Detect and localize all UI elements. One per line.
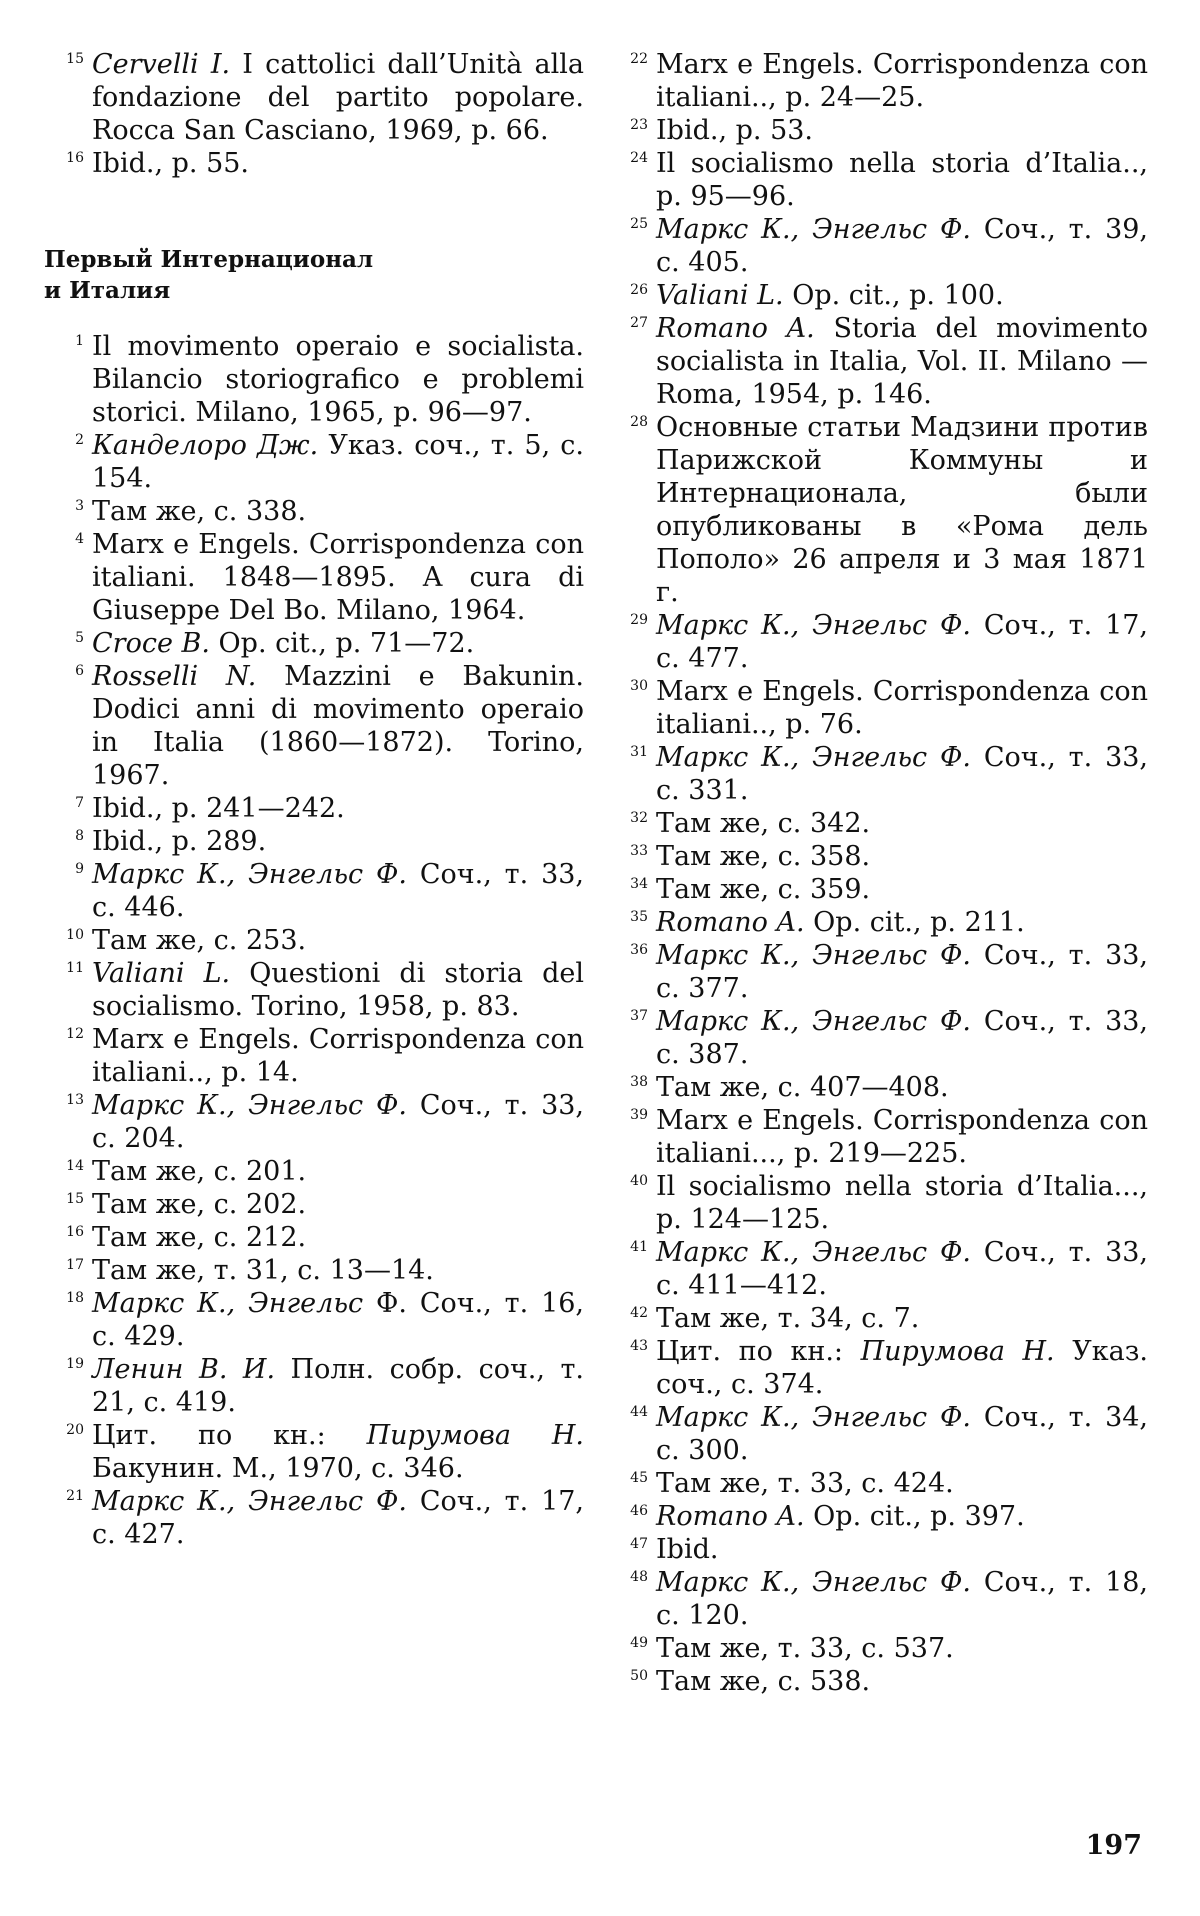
footnote-number: 17 bbox=[66, 1257, 84, 1273]
footnote-text: Соч., т. 34, с. 300. bbox=[656, 1402, 1149, 1466]
footnote-text: Op. cit., p. 71—72. bbox=[209, 628, 475, 659]
footnote-author: Канделоро Дж. bbox=[92, 430, 319, 461]
footnote-text: Il movimento operaio e socialista. Bilancio storiografico e problemi storici. Milano, 1965, p. 96—97. bbox=[92, 331, 584, 428]
footnote bbox=[44, 1221, 584, 1254]
footnote-number: 18 bbox=[66, 1290, 84, 1306]
footnote-text: Там же, т. 31, с. 13—14. bbox=[92, 1255, 434, 1286]
footnote-text: Ibid. bbox=[656, 1534, 719, 1565]
footnote bbox=[608, 1467, 1148, 1500]
footnote bbox=[44, 825, 584, 858]
footnote bbox=[44, 1353, 584, 1419]
footnote-author: Маркс К., Энгельс Ф. bbox=[92, 859, 408, 890]
footnote-number: 16 bbox=[66, 1224, 84, 1240]
footnote-number: 25 bbox=[630, 216, 648, 232]
footnote-text: Соч., т. 39, с. 405. bbox=[656, 214, 1149, 278]
footnote-author: Маркс К., Энгельс Ф. bbox=[656, 610, 972, 641]
footnote-author: Маркс К., Энгельс Ф. bbox=[656, 742, 972, 773]
footnote-text: Соч., т. 33, с. 446. bbox=[92, 859, 585, 923]
footnote-text: Marx e Engels. Corrispondenza con italiani..., p. 219—225. bbox=[656, 1105, 1148, 1169]
footnote-text: Il socialismo nella storia d’Italia..., p. 124—125. bbox=[656, 1171, 1148, 1235]
footnote bbox=[608, 1401, 1148, 1467]
footnote-author: Маркс К., Энгельс bbox=[92, 1288, 364, 1319]
footnote-text: Соч., т. 33, с. 377. bbox=[656, 940, 1149, 1004]
footnote-author: Ленин В. И. bbox=[92, 1354, 276, 1385]
footnote-number: 4 bbox=[75, 531, 84, 547]
footnote bbox=[608, 213, 1148, 279]
footnote bbox=[608, 1104, 1148, 1170]
footnote-text: Там же, т. 33, с. 424. bbox=[656, 1468, 954, 1499]
footnote-number: 20 bbox=[66, 1422, 84, 1438]
footnote-number: 14 bbox=[66, 1158, 84, 1174]
footnote-text: Там же, с. 358. bbox=[656, 841, 871, 872]
left-column bbox=[44, 48, 584, 1551]
footnote-author: Croce B. bbox=[92, 628, 210, 659]
footnote-number: 11 bbox=[66, 960, 84, 976]
footnote bbox=[44, 792, 584, 825]
footnote-number: 42 bbox=[630, 1305, 648, 1321]
footnote-text: Ibid., p. 289. bbox=[92, 826, 267, 857]
footnote bbox=[44, 924, 584, 957]
footnote-author: Маркс К., Энгельс Ф. bbox=[92, 1486, 408, 1517]
footnote bbox=[608, 609, 1148, 675]
footnote bbox=[608, 114, 1148, 147]
footnote bbox=[608, 1005, 1148, 1071]
footnote-text: Соч., т. 18, с. 120. bbox=[656, 1567, 1149, 1631]
footnote-number: 40 bbox=[630, 1173, 648, 1189]
footnote-number: 15 bbox=[66, 51, 84, 67]
footnote bbox=[608, 1566, 1148, 1632]
footnote-text: Там же, с. 212. bbox=[92, 1222, 307, 1253]
footnote-author: Cervelli I. bbox=[92, 49, 231, 80]
footnote bbox=[608, 873, 1148, 906]
footnote-text: Там же, т. 33, с. 537. bbox=[656, 1633, 954, 1664]
footnote-text: Цит. по кн.: bbox=[92, 1420, 367, 1451]
footnote bbox=[608, 1533, 1148, 1566]
footnote-number: 7 bbox=[75, 795, 84, 811]
footnote-number: 8 bbox=[75, 828, 84, 844]
footnote-number: 19 bbox=[66, 1356, 84, 1372]
footnote-text: Ibid., p. 53. bbox=[656, 115, 814, 146]
footnote bbox=[608, 741, 1148, 807]
footnote bbox=[608, 1302, 1148, 1335]
footnote-text: Там же, т. 34, с. 7. bbox=[656, 1303, 920, 1334]
footnote-number: 35 bbox=[630, 909, 648, 925]
footnote-number: 23 bbox=[630, 117, 648, 133]
footnote-number: 31 bbox=[630, 744, 648, 760]
footnote bbox=[44, 1188, 584, 1221]
footnote-number: 3 bbox=[75, 498, 84, 514]
footnote-number: 29 bbox=[630, 612, 648, 628]
footnote bbox=[44, 495, 584, 528]
footnote-number: 43 bbox=[630, 1338, 648, 1354]
footnote bbox=[44, 48, 584, 147]
footnote-author: Valiani L. bbox=[656, 280, 784, 311]
footnote-text: Соч., т. 33, с. 204. bbox=[92, 1090, 585, 1154]
footnote bbox=[44, 1089, 584, 1155]
footnote-text: Полн. собр. соч., т. 21, с. 419. bbox=[92, 1354, 584, 1418]
footnote-text: Questioni di storia del socialismo. Torino, 1958, p. 83. bbox=[92, 958, 584, 1022]
footnote-text: Там же, с. 202. bbox=[92, 1189, 307, 1220]
footnote bbox=[44, 1287, 584, 1353]
footnote-number: 1 bbox=[75, 333, 84, 349]
footnote-number: 47 bbox=[630, 1536, 648, 1552]
footnote bbox=[608, 48, 1148, 114]
footnote bbox=[44, 1419, 584, 1485]
footnote-author: Пирумова Н. bbox=[860, 1336, 1055, 1367]
footnote-author: Маркс К., Энгельс Ф. bbox=[656, 1402, 972, 1433]
footnote-number: 49 bbox=[630, 1635, 648, 1651]
footnote-text: Указ. соч., с. 374. bbox=[656, 1336, 1149, 1400]
footnote bbox=[44, 528, 584, 627]
footnote bbox=[44, 1485, 584, 1551]
footnote-number: 24 bbox=[630, 150, 648, 166]
footnote-text: Marx e Engels. Corrispondenza con italiani.., p. 76. bbox=[656, 676, 1148, 740]
footnote bbox=[608, 1500, 1148, 1533]
footnote bbox=[44, 627, 584, 660]
footnote bbox=[608, 675, 1148, 741]
footnote-text: Там же, с. 253. bbox=[92, 925, 307, 956]
footnote-text: Цит. по кн.: bbox=[656, 1336, 861, 1367]
footnote-number: 37 bbox=[630, 1008, 648, 1024]
footnote-text: Op. cit., p. 211. bbox=[804, 907, 1025, 938]
footnote-text: Marx e Engels. Corrispondenza con italiani.., p. 24—25. bbox=[656, 49, 1148, 113]
footnote-author: Маркс К., Энгельс Ф. bbox=[656, 940, 972, 971]
footnote-author: Romano A. bbox=[656, 313, 815, 344]
footnote-text: Соч., т. 17, с. 477. bbox=[656, 610, 1149, 674]
footnote-number: 46 bbox=[630, 1503, 648, 1519]
footnote-number: 26 bbox=[630, 282, 648, 298]
footnote bbox=[44, 1254, 584, 1287]
footnote bbox=[44, 957, 584, 1023]
footnote-number: 39 bbox=[630, 1107, 648, 1123]
footnote bbox=[608, 1665, 1148, 1698]
left-notes bbox=[44, 330, 584, 1551]
footnote-number: 36 bbox=[630, 942, 648, 958]
footnote-text: Marx e Engels. Corrispondenza con italiani.., p. 14. bbox=[92, 1024, 584, 1088]
footnote-number: 27 bbox=[630, 315, 648, 331]
footnote-text: Соч., т. 33, с. 387. bbox=[656, 1006, 1149, 1070]
footnote bbox=[608, 312, 1148, 411]
footnote-number: 15 bbox=[66, 1191, 84, 1207]
footnote-author: Romano A. bbox=[656, 1501, 805, 1532]
footnote-author: Маркс К., Энгельс Ф. bbox=[92, 1090, 408, 1121]
footnote-author: Romano A. bbox=[656, 907, 805, 938]
footnote-text: Там же, с. 338. bbox=[92, 496, 307, 527]
footnote-number: 10 bbox=[66, 927, 84, 943]
footnote bbox=[608, 840, 1148, 873]
footnote-text: Mazzini e Bakunin. Dodici anni di movimento operaio in Italia (1860—1872). Torino, 1967. bbox=[92, 661, 585, 791]
footnote bbox=[44, 330, 584, 429]
footnote bbox=[608, 1170, 1148, 1236]
footnote-text: Основные статьи Мадзини против Парижской Коммуны и Интернационала, были опубликованы в «Рома дель Пополо» 26 апреля и 3 мая 1871 г. bbox=[656, 412, 1148, 608]
footnote bbox=[44, 1023, 584, 1089]
footnote-author: Маркс К., Энгельс Ф. bbox=[656, 1237, 972, 1268]
footnote-number: 41 bbox=[630, 1239, 648, 1255]
footnote-number: 44 bbox=[630, 1404, 648, 1420]
footnote-text: Там же, с. 342. bbox=[656, 808, 871, 839]
right-column bbox=[608, 48, 1148, 1698]
footnote-text: Там же, с. 407—408. bbox=[656, 1072, 949, 1103]
footnote-text: Бакунин. М., 1970, с. 346. bbox=[92, 1453, 464, 1484]
left-top-notes bbox=[44, 48, 584, 180]
footnote-number: 12 bbox=[66, 1026, 84, 1042]
right-notes bbox=[608, 48, 1148, 1698]
footnote bbox=[608, 1071, 1148, 1104]
footnote bbox=[608, 411, 1148, 609]
footnote-text: Ibid., p. 55. bbox=[92, 148, 250, 179]
footnote-author: Маркс К., Энгельс Ф. bbox=[656, 1567, 972, 1598]
footnote-number: 45 bbox=[630, 1470, 648, 1486]
footnote bbox=[44, 858, 584, 924]
footnote-number: 2 bbox=[75, 432, 84, 448]
footnote-text: Op. cit., p. 100. bbox=[783, 280, 1004, 311]
footnote-author: Valiani L. bbox=[92, 958, 231, 989]
section-heading-line-1: Первый Интернационал bbox=[44, 246, 374, 273]
footnote-text: I cattolici dall’Unità alla fondazione del partito popolare. Rocca San Casciano, 1969, p. 66. bbox=[92, 49, 585, 146]
footnote-text: Op. cit., p. 397. bbox=[804, 1501, 1025, 1532]
footnote-author: Rosselli N. bbox=[92, 661, 257, 692]
footnote-text: Ф. Соч., т. 16, с. 429. bbox=[92, 1288, 585, 1352]
footnote-number: 22 bbox=[630, 51, 648, 67]
footnote-number: 34 bbox=[630, 876, 648, 892]
page-number: 197 bbox=[1085, 1830, 1142, 1861]
footnote bbox=[44, 429, 584, 495]
footnote bbox=[608, 906, 1148, 939]
footnote-number: 50 bbox=[630, 1668, 648, 1684]
footnote-text: Там же, с. 538. bbox=[656, 1666, 871, 1697]
footnote-text: Там же, с. 201. bbox=[92, 1156, 307, 1187]
footnote-number: 21 bbox=[66, 1488, 84, 1504]
footnote-text: Указ. соч., т. 5, с. 154. bbox=[92, 430, 584, 494]
footnote-text: Marx e Engels. Corrispondenza con italiani. 1848—1895. A cura di Giuseppe Del Bo. Milano, 1964. bbox=[92, 529, 584, 626]
footnote-author: Маркс К., Энгельс Ф. bbox=[656, 1006, 972, 1037]
footnote-text: Соч., т. 33, с. 331. bbox=[656, 742, 1149, 806]
footnote-number: 48 bbox=[630, 1569, 648, 1585]
footnote-number: 28 bbox=[630, 414, 648, 430]
footnote-author: Маркс К., Энгельс Ф. bbox=[656, 214, 972, 245]
footnote-number: 32 bbox=[630, 810, 648, 826]
footnote bbox=[44, 1155, 584, 1188]
footnote-number: 30 bbox=[630, 678, 648, 694]
footnote-text: Соч., т. 33, с. 411—412. bbox=[656, 1237, 1149, 1301]
footnote bbox=[608, 939, 1148, 1005]
section-heading-line-2: и Италия bbox=[44, 277, 171, 304]
footnote-number: 9 bbox=[75, 861, 84, 877]
footnote-number: 38 bbox=[630, 1074, 648, 1090]
footnote bbox=[44, 660, 584, 792]
footnote bbox=[608, 1236, 1148, 1302]
footnote-text: Il socialismo nella storia d’Italia.., p. 95—96. bbox=[656, 148, 1148, 212]
footnote bbox=[608, 1335, 1148, 1401]
footnote-number: 13 bbox=[66, 1092, 84, 1108]
footnote bbox=[608, 1632, 1148, 1665]
section-heading bbox=[44, 244, 584, 306]
footnote-number: 5 bbox=[75, 630, 84, 646]
footnote-text: Ibid., p. 241—242. bbox=[92, 793, 345, 824]
footnote-author: Пирумова Н. bbox=[366, 1420, 585, 1451]
footnote bbox=[608, 147, 1148, 213]
footnote bbox=[608, 807, 1148, 840]
footnote bbox=[608, 279, 1148, 312]
footnote-text: Storia del movimento socialista in Italia, Vol. II. Milano — Roma, 1954, p. 146. bbox=[656, 313, 1148, 410]
footnote-text: Там же, с. 359. bbox=[656, 874, 871, 905]
footnote-number: 16 bbox=[66, 150, 84, 166]
footnote-number: 33 bbox=[630, 843, 648, 859]
footnote-text: Соч., т. 17, с. 427. bbox=[92, 1486, 585, 1550]
footnote-number: 6 bbox=[75, 663, 84, 679]
footnote bbox=[44, 147, 584, 180]
